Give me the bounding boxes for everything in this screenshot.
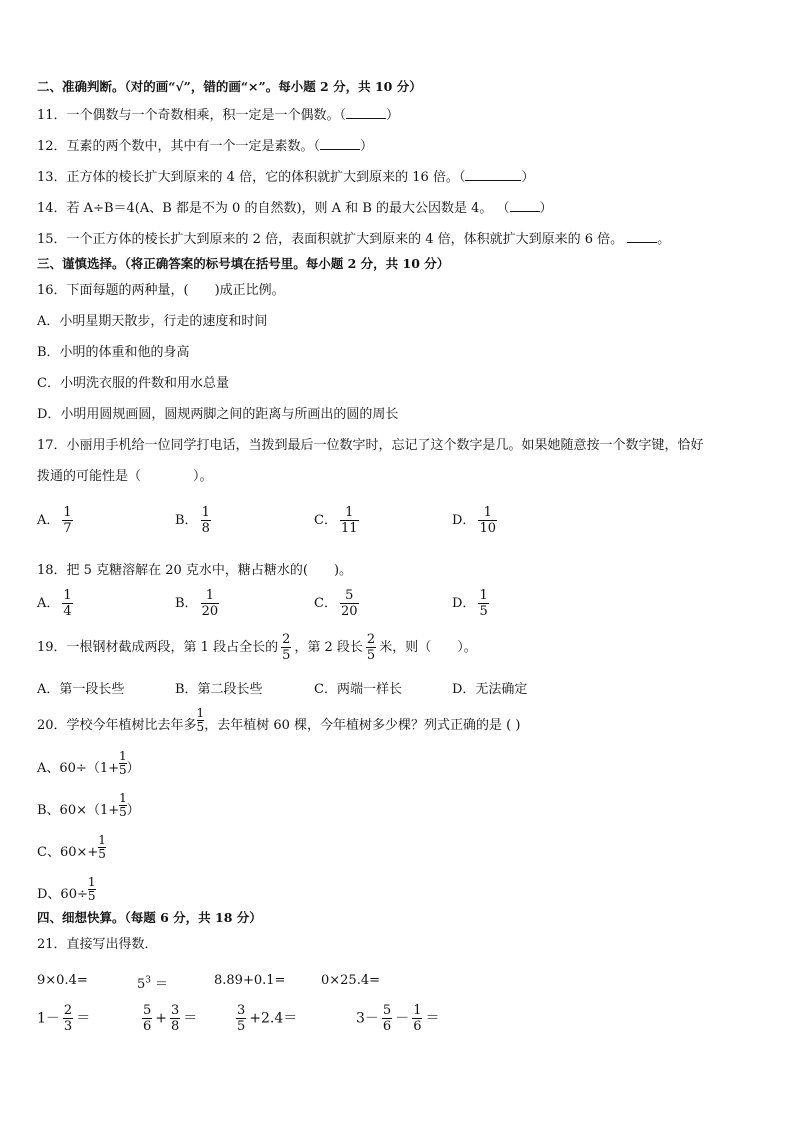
calc-5-cubed [137,973,168,992]
q19-option-b[interactable]: B．第二段长些 [175,682,263,697]
q16-option-a[interactable]: A．小明星期天散步，行走的速度和时间 [37,314,268,329]
q14-text: 14．若 A÷B＝4(A、B 都是不为 0 的自然数)，则 A 和 B 的最大公因数是 4。 （ [37,201,510,216]
expr-text: +2.4＝ [249,1010,298,1027]
q20-option-c[interactable] [37,833,106,867]
answer-blank[interactable] [320,137,360,150]
option-label: B． [175,513,198,528]
numerator: 1 [205,588,214,603]
option-text-end: ） [126,761,140,776]
option-label: D． [452,596,476,611]
denominator: 8 [171,1019,180,1034]
numerator: 2 [366,632,376,647]
q19-text-3: 米，则（ ）。 [379,640,477,655]
q20-option-d[interactable] [37,875,96,909]
option-label: C． [314,596,337,611]
numerator: 1 [119,791,127,805]
q20-option-b[interactable] [37,791,140,825]
numerator: 1 [201,505,210,520]
answer-blank[interactable] [510,199,540,212]
denominator: 3 [63,1019,73,1034]
denominator: 20 [201,604,219,619]
fraction [170,1003,180,1034]
q20-text-1: 20．学校今年植树比去年多 [37,718,197,733]
question-13 [37,168,534,186]
calc-0x25.4: 0×25.4= [321,973,381,988]
option-text: B、60×（1+ [37,803,120,818]
denominator: 4 [63,604,72,619]
fraction [201,588,220,619]
numerator: 1 [63,505,72,520]
denominator: 11 [340,521,358,536]
q18-option-b[interactable] [175,588,222,619]
q18-option-c[interactable] [314,588,362,619]
numerator: 3 [171,1003,180,1018]
fraction [98,834,106,861]
operator: － [395,1010,410,1027]
calc-8.89-plus-0.1: 8.89+0.1= [214,973,286,988]
q19-text-2: ，第 2 段长 [294,640,363,655]
q17-option-b[interactable] [175,505,214,536]
exponent: 3 [145,975,152,986]
q17-option-d[interactable] [452,505,500,536]
option-text-end: ） [126,803,140,818]
calc-1-minus-2-3 [37,1003,90,1034]
calc-9x0.4: 9×0.4= [37,973,88,988]
q13-end: ） [521,170,535,185]
fraction [119,792,127,819]
numerator: 1 [345,505,354,520]
q20-fraction [197,707,205,734]
q14-end: ） [539,201,553,216]
numerator: 5 [143,1003,152,1018]
calc-5-6-plus-3-8 [139,1003,197,1034]
denominator: 5 [119,763,127,777]
denominator: 5 [366,648,376,663]
equals: ＝ [155,977,169,992]
option-label: C． [314,513,337,528]
numerator: 2 [63,1003,73,1018]
fraction [412,1003,422,1034]
denominator: 6 [382,1019,392,1034]
q15-end: 。 [657,232,671,247]
fraction [340,588,359,619]
equals: ＝ [425,1010,440,1027]
question-17-line-2: 拨通的可能性是（ ）。 [37,469,213,484]
numerator: 1 [63,588,72,603]
q19-fraction-2 [366,632,376,663]
section-4-title: 四、细想快算。（每题 6 分，共 18 分） [37,910,262,925]
denominator: 6 [143,1019,152,1034]
q17-option-a[interactable] [37,505,76,536]
numerator: 1 [479,588,488,603]
option-text: A、60÷（1+ [37,761,119,776]
q11-end: ） [386,108,400,123]
denominator: 5 [196,720,205,734]
fraction [340,505,359,536]
q17-option-c[interactable] [314,505,362,536]
section-2-title: 二、准确判断。（对的画“√”，错的画“×”。每小题 2 分，共 10 分） [37,79,422,94]
expr-text: 1－ [37,1010,60,1027]
question-18: 18．把 5 克糖溶解在 20 克水中，糖占糖水的( )。 [37,563,353,578]
question-14 [37,199,553,217]
q18-option-a[interactable] [37,588,76,619]
fraction [478,588,488,619]
q16-option-b[interactable]: B．小明的体重和他的身高 [37,345,190,360]
numerator: 1 [196,706,205,720]
calc-3-minus-5-6-minus-1-6 [356,1003,439,1034]
q11-text: 11．一个偶数与一个奇数相乘，积一定是一个偶数。（ [37,108,347,123]
denominator: 20 [340,604,358,619]
equals: ＝ [183,1010,198,1027]
q19-option-a[interactable]: A．第一段长些 [37,682,125,697]
fraction [63,1003,73,1034]
denominator: 10 [479,521,496,536]
denominator: 5 [98,847,106,861]
denominator: 6 [413,1019,422,1034]
question-21: 21．直接写出得数． [37,937,158,952]
q12-end: ） [360,139,374,154]
answer-blank[interactable] [627,230,657,243]
numerator: 1 [87,875,96,889]
option-label: A． [37,513,60,528]
fraction [88,876,96,903]
question-19 [37,632,477,663]
denominator: 5 [282,648,291,663]
fraction [142,1003,152,1034]
fraction [201,505,211,536]
option-text: D、60÷ [37,887,88,902]
calc-3-5-plus-2.4 [233,1003,297,1034]
question-16: 16．下面每题的两种量，( )成正比例。 [37,283,285,298]
fraction [478,505,497,536]
expr-text: 3－ [356,1010,379,1027]
q19-option-c[interactable]: C．两端一样长 [314,682,402,697]
q19-option-d[interactable]: D．无法确定 [452,682,528,697]
q13-text: 13．正方体的棱长扩大到原来的 4 倍，它的体积就扩大到原来的 16 倍。（ [37,170,466,185]
question-20 [37,706,521,740]
fraction [119,750,127,777]
equals: ＝ [76,1010,91,1027]
denominator: 5 [237,1019,246,1034]
fraction [236,1003,246,1034]
fraction [62,588,72,619]
answer-blank[interactable] [346,106,386,119]
question-15 [37,230,670,248]
option-label: B． [175,596,198,611]
q12-text: 12．互素的两个数中，其中有一个一定是素数。（ [37,139,321,154]
q16-option-c[interactable]: C．小明洗衣服的件数和用水总量 [37,376,229,391]
numerator: 2 [282,632,291,647]
numerator: 5 [345,588,354,603]
q20-text-2: ，去年植树 60 棵，今年植树多少棵？列式正确的是 ( ) [204,718,521,733]
numerator: 1 [483,505,492,520]
numerator: 1 [119,749,127,763]
q19-fraction-1 [281,632,291,663]
denominator: 8 [201,521,210,536]
q19-text-1: 19．一根钢材截成两段，第 1 段占全长的 [37,640,279,655]
numerator: 1 [413,1003,422,1018]
q15-text: 15．一个正方体的棱长扩大到原来的 2 倍，表面积就扩大到原来的 4 倍，体积就扩大到原来的 6 倍。 [37,232,624,247]
answer-blank[interactable] [465,168,521,181]
q18-option-d[interactable] [452,588,492,619]
option-text: C、60×+ [37,845,99,860]
question-12 [37,137,373,155]
denominator: 5 [479,604,488,619]
question-17-line-1: 17．小丽用手机给一位同学打电话，当拨到最后一位数字时，忘记了这个数字是几。如果她随意按一个数字键，恰好 [37,438,704,453]
denominator: 7 [63,521,72,536]
numerator: 5 [382,1003,392,1018]
numerator: 1 [98,833,106,847]
q16-option-d[interactable]: D．小明用圆规画圆，圆规两脚之间的距离与所画出的圆的周长 [37,407,399,422]
base: 5 [137,977,146,992]
fraction [62,505,72,536]
denominator: 5 [87,889,96,903]
numerator: 3 [237,1003,246,1018]
option-label: A． [37,596,60,611]
section-3-title: 三、谨慎选择。（将正确答案的标号填在括号里。每小题 2 分，共 10 分） [37,256,450,271]
question-11 [37,106,399,124]
option-label: D． [452,513,476,528]
denominator: 5 [119,805,127,819]
fraction [382,1003,392,1034]
operator: + [155,1010,168,1027]
q20-option-a[interactable] [37,749,140,783]
